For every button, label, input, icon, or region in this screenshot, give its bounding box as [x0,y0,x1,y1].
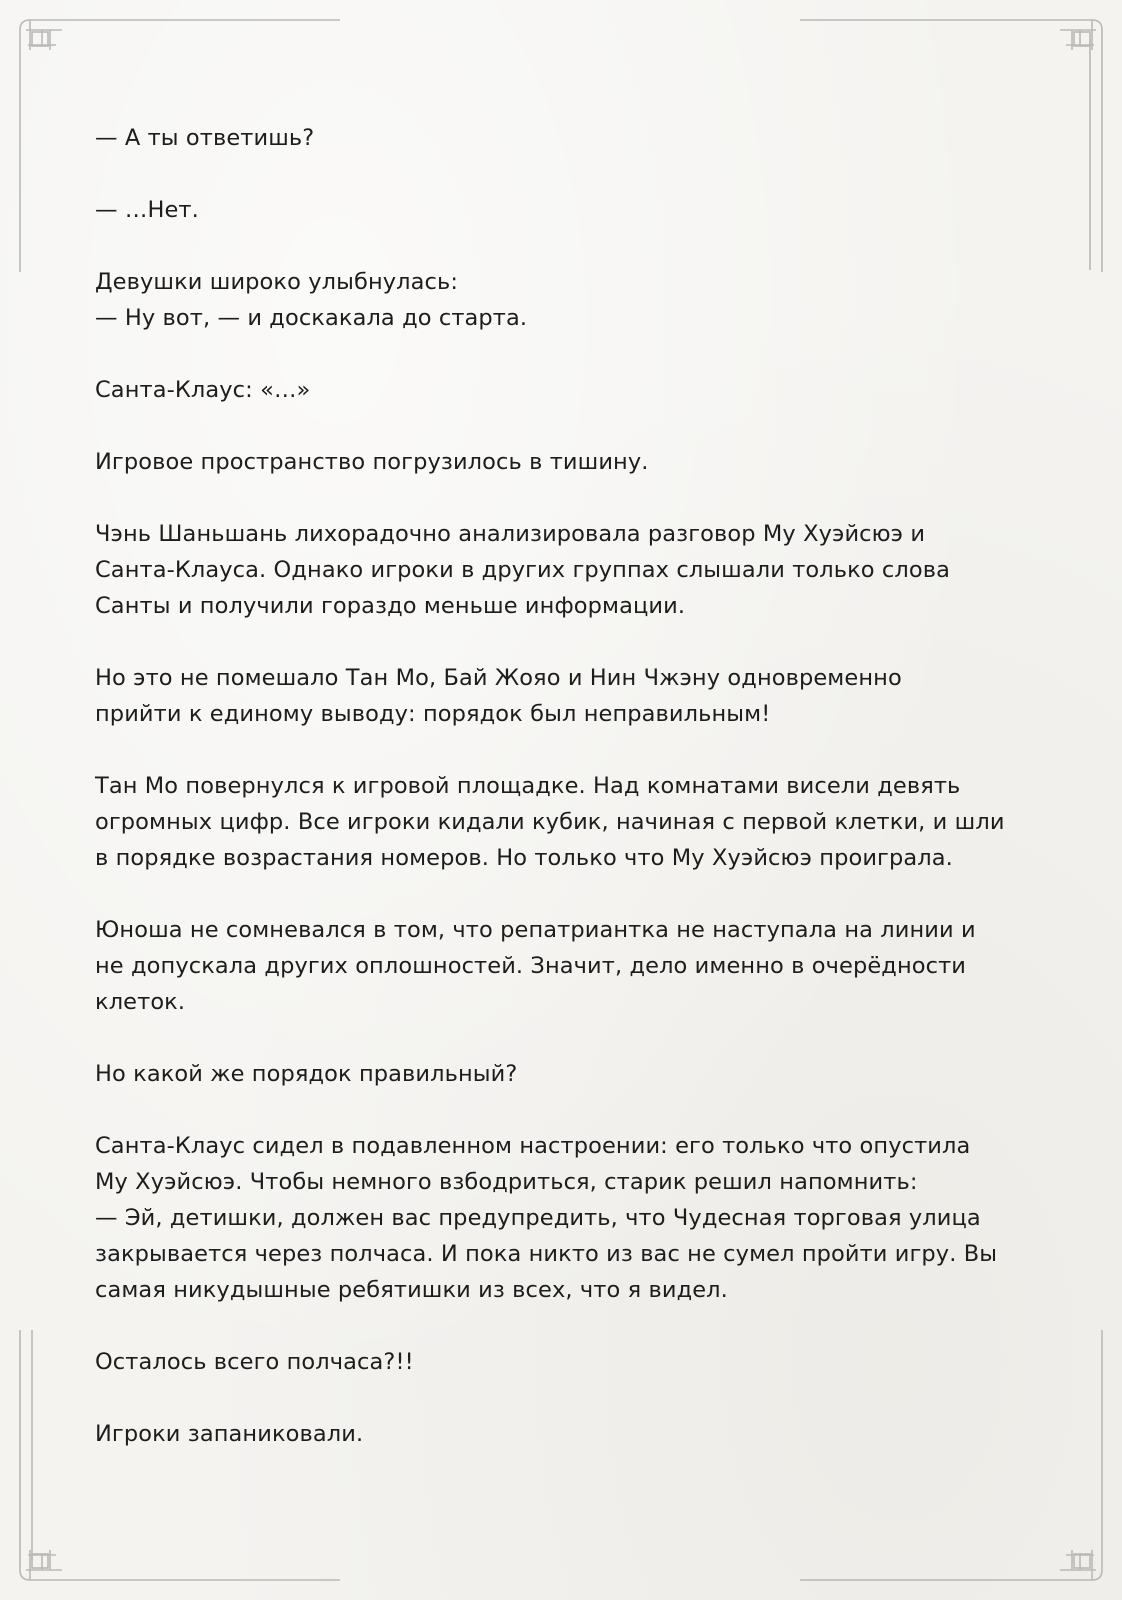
text-line: клеток. [95,989,186,1015]
text-line: Санта-Клаус сидел в подавленном настроении: его только что опустила [95,1133,971,1159]
paragraph [95,660,1025,732]
text-line: — А ты ответишь? [95,125,315,151]
paragraph [95,264,1025,336]
text-line: Му Хуэйсюэ. Чтобы немного взбодриться, старик решил напомнить: [95,1169,918,1195]
paragraph [95,192,1025,228]
text-line: Осталось всего полчаса?!! [95,1349,414,1375]
paragraph [95,120,1025,156]
text-line: Девушки широко улыбнулась: [95,269,459,295]
paragraph [95,444,1025,480]
text-line: — Эй, детишки, должен вас предупредить, что Чудесная торговая улица [95,1205,981,1231]
text-line: Но это не помешало Тан Мо, Бай Жояо и Нин Чжэну одновременно [95,665,902,691]
text-line: Санта-Клаус: «…» [95,377,311,403]
text-line: огромных цифр. Все игроки кидали кубик, начиная с первой клетки, и шли [95,809,1005,835]
text-line: Игроки запаниковали. [95,1421,364,1447]
text-line: Но какой же порядок правильный? [95,1061,518,1087]
text-line: — …Нет. [95,197,199,223]
paragraph [95,516,1025,624]
text-line: Чэнь Шаньшань лихорадочно анализировала разговор Му Хуэйсюэ и [95,521,926,547]
story-text [95,120,1025,1488]
text-line: Санты и получили гораздо меньше информации. [95,593,686,619]
paragraph [95,1056,1025,1092]
paragraph [95,768,1025,876]
text-line: Санта-Клауса. Однако игроки в других группах слышали только слова [95,557,950,583]
text-line: прийти к единому выводу: порядок был неправильным! [95,701,771,727]
paragraph [95,372,1025,408]
text-line: — Ну вот, — и доскакала до старта. [95,305,528,331]
text-line: в порядке возрастания номеров. Но только что Му Хуэйсюэ проиграла. [95,845,953,871]
text-line: Игровое пространство погрузилось в тишину. [95,449,649,475]
paragraph [95,1344,1025,1380]
text-line: Юноша не сомневался в том, что репатриантка не наступала на линии и [95,917,976,943]
text-line: Тан Мо повернулся к игровой площадке. Над комнатами висели девять [95,773,961,799]
text-line: не допускала других оплошностей. Значит, дело именно в очерёдности [95,953,967,979]
paragraph [95,1416,1025,1452]
paragraph [95,912,1025,1020]
text-line: закрывается через полчаса. И пока никто из вас не сумел пройти игру. Вы [95,1241,998,1267]
text-line: самая никудышные ребятишки из всех, что я видел. [95,1277,728,1303]
paragraph [95,1128,1025,1308]
